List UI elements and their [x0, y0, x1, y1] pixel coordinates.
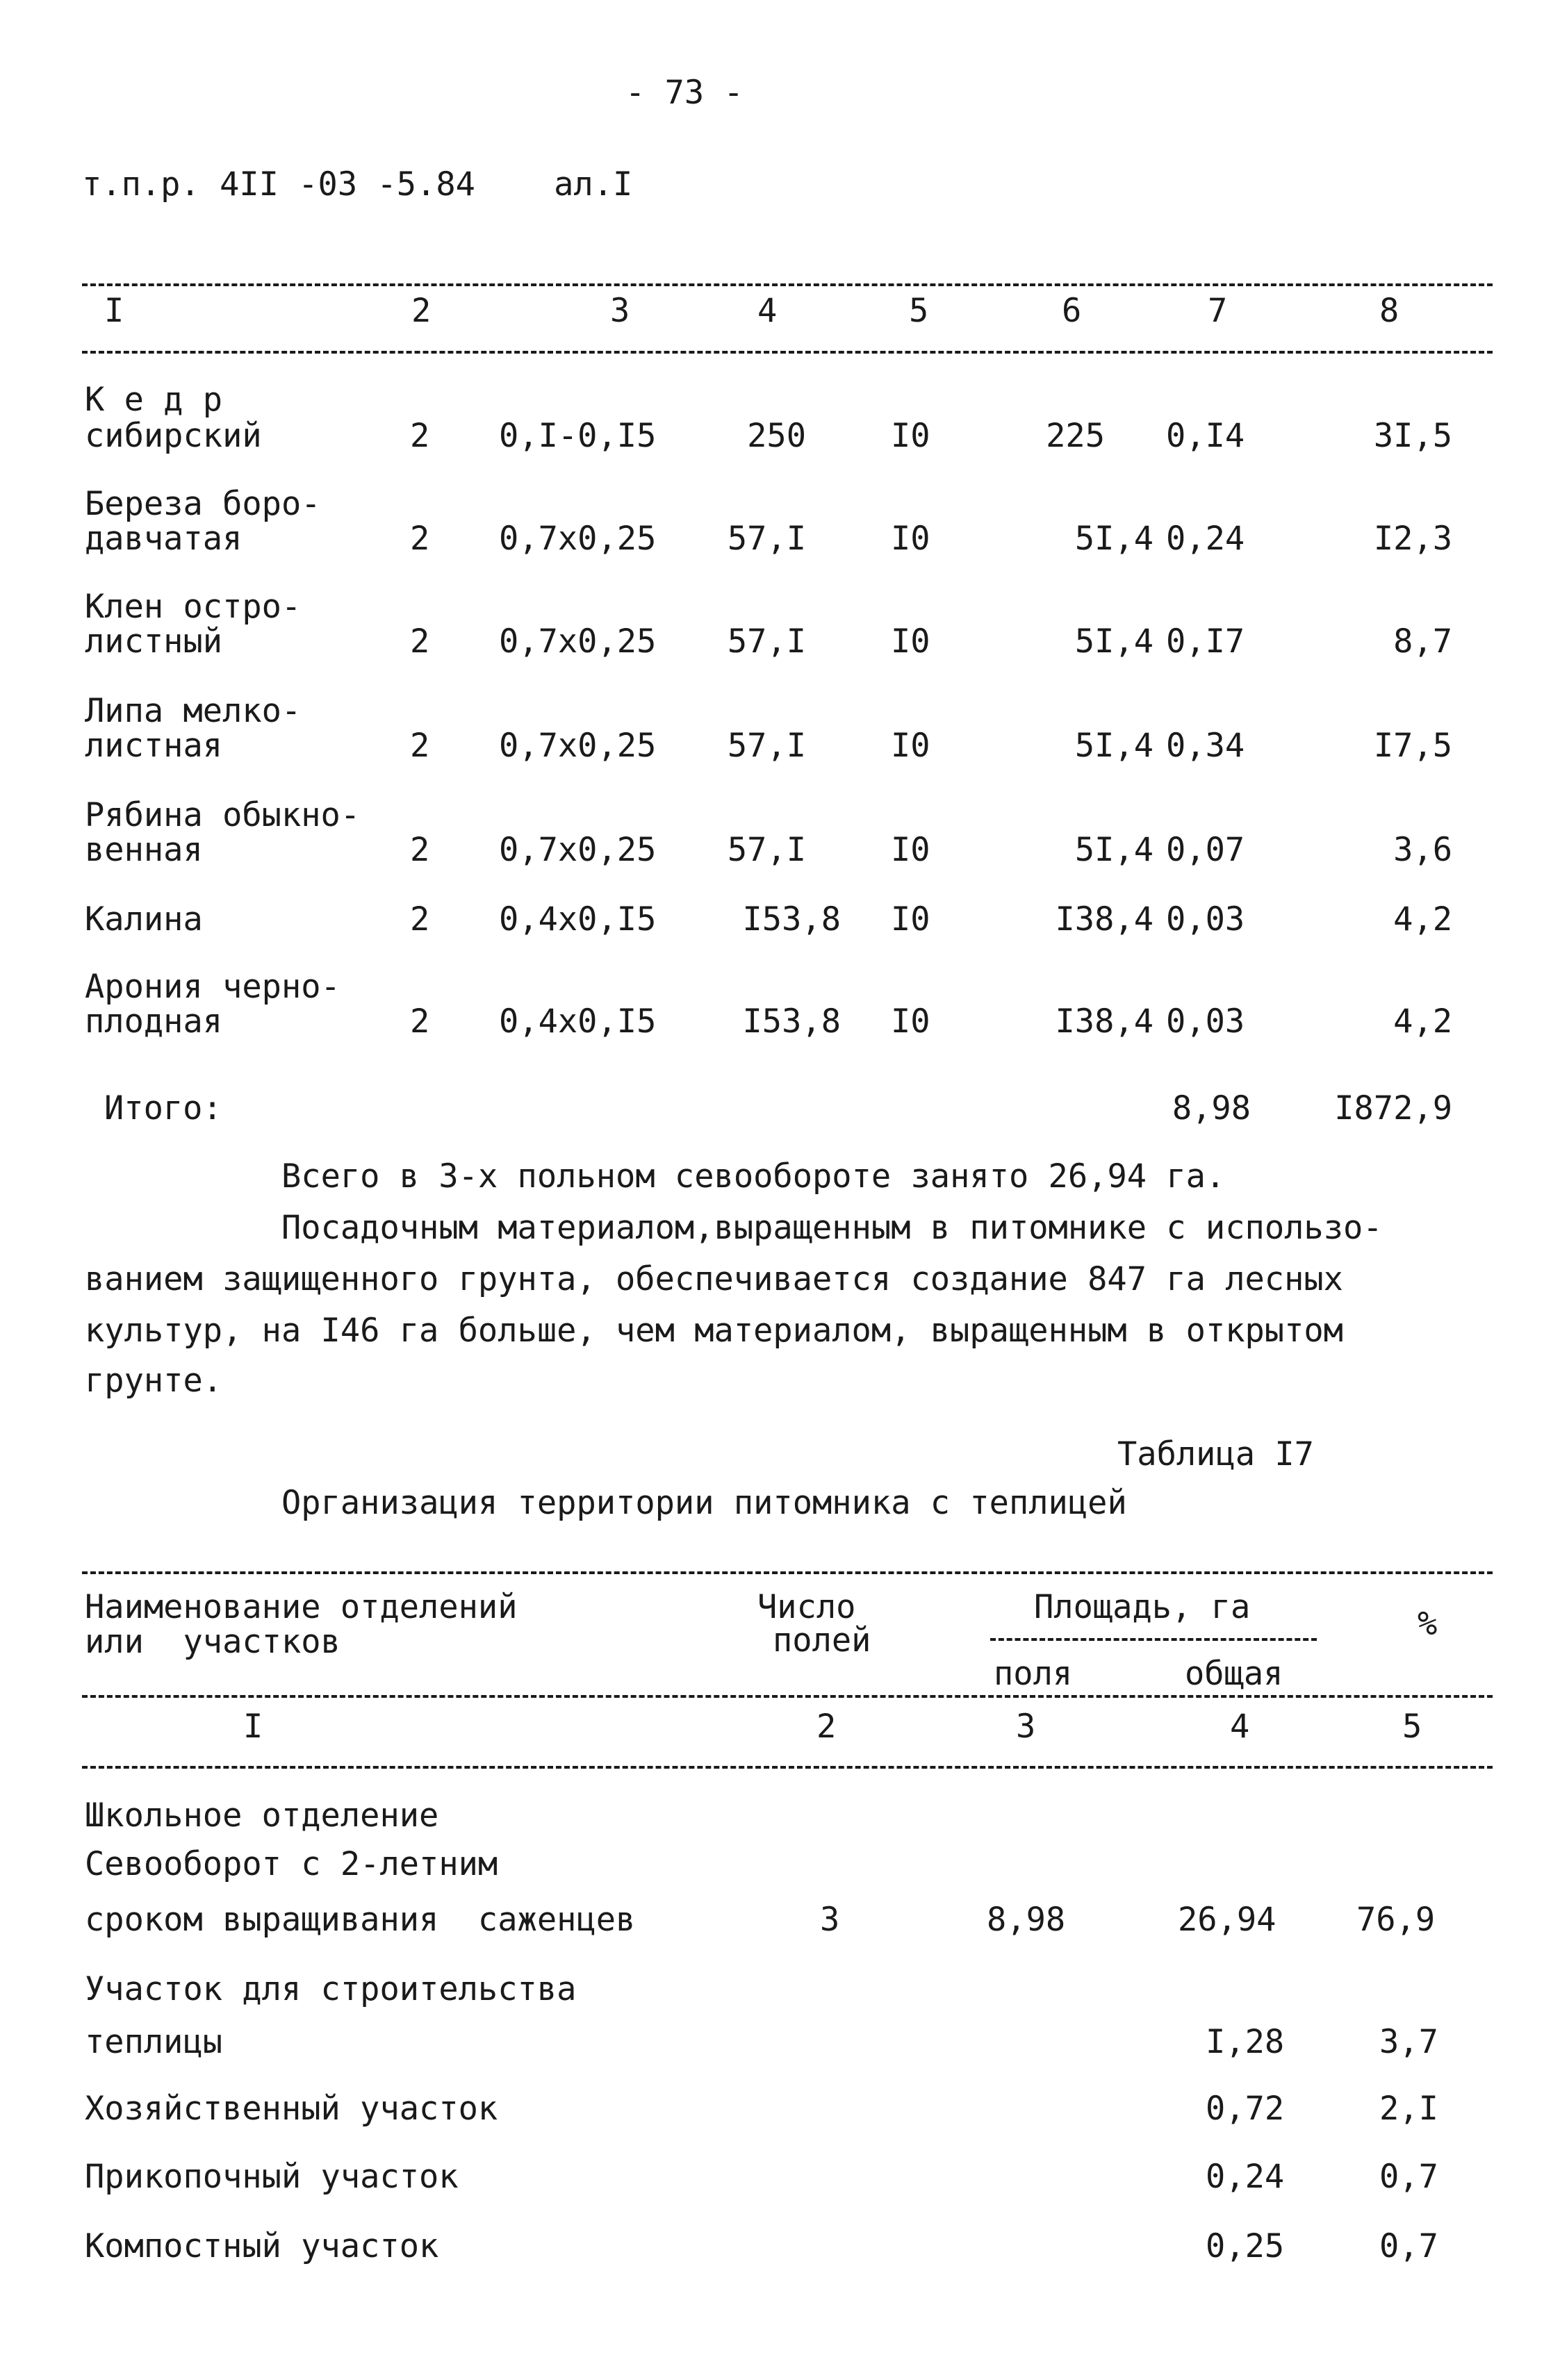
total-area: 8,98: [1172, 1089, 1251, 1127]
table-cell: I0: [891, 417, 930, 455]
header-area-field: поля: [994, 1655, 1073, 1693]
table-cell: 3,7: [1379, 2023, 1438, 2061]
table-cell: 0,25: [1206, 2227, 1285, 2265]
list-item: Компостный участок: [85, 2227, 439, 2265]
table1-col-8: 8: [1379, 292, 1399, 330]
table-cell: 2: [410, 622, 430, 661]
table-cell: 2,I: [1379, 2090, 1438, 2128]
list-item: Хозяйственный участок: [85, 2090, 498, 2128]
table1-top-rule: [82, 283, 1493, 286]
total-value: I872,9: [1334, 1089, 1452, 1127]
table-row-name-line2: плодная: [85, 1002, 223, 1041]
table-cell: 0,7: [1379, 2227, 1438, 2265]
table-cell: I0: [891, 1002, 930, 1041]
table1-col-4: 4: [757, 292, 778, 330]
paragraph-line: грунте.: [85, 1362, 223, 1400]
total-label: Итого:: [104, 1089, 222, 1127]
table2-header-rule: [82, 1695, 1493, 1698]
table-cell: I38,4: [1055, 1002, 1153, 1041]
table-cell: 5I,4: [1074, 727, 1153, 765]
table-cell: 2: [410, 831, 430, 869]
table-cell: 57,I: [727, 520, 806, 558]
paragraph-line: ванием защищенного грунта, обеспечивается создание 847 га лесных: [85, 1260, 1343, 1298]
header-fields: Число: [757, 1588, 856, 1626]
table1-header-rule: [82, 351, 1493, 354]
list-item: сроком выращивания саженцев: [85, 1901, 636, 1939]
list-item: Севооборот с 2-летним: [85, 1845, 498, 1883]
list-item: Прикопочный участок: [85, 2158, 459, 2196]
table-cell: 0,7х0,25: [499, 520, 657, 558]
table-cell: 3: [820, 1901, 840, 1939]
table-cell: I0: [891, 831, 930, 869]
table-row-name-line2: листная: [85, 727, 223, 765]
table-cell: 76,9: [1356, 1901, 1436, 1939]
table-cell: 0,24: [1206, 2158, 1285, 2196]
table-cell: 0,4х0,I5: [499, 1002, 657, 1041]
table-cell: 0,7х0,25: [499, 622, 657, 661]
table2-col-1: I: [243, 1708, 263, 1746]
header-name-line2: или участков: [85, 1623, 340, 1661]
table-cell: 3I,5: [1373, 417, 1452, 455]
table-cell: I53,8: [742, 900, 841, 939]
table-label: Таблица I7: [1117, 1435, 1314, 1473]
table-cell: 2: [410, 417, 430, 455]
document-reference: т.п.р. 4II -03 -5.84 ал.I: [82, 165, 633, 204]
table-cell: I0: [891, 727, 930, 765]
table-cell: I0: [891, 622, 930, 661]
table-cell: 0,I4: [1166, 417, 1245, 455]
header-percent: %: [1418, 1605, 1438, 1643]
header-area-total: общая: [1185, 1655, 1283, 1693]
table1-col-1: I: [104, 292, 124, 330]
table-cell: I7,5: [1373, 727, 1452, 765]
table-cell: 0,I7: [1166, 622, 1245, 661]
table-cell: 5I,4: [1074, 622, 1153, 661]
table-row-name-line1: Арония черно-: [85, 968, 340, 1006]
table2-col-3: 3: [1016, 1708, 1036, 1746]
table2-top-rule: [82, 1571, 1493, 1574]
table-cell: 2: [410, 900, 430, 939]
table-cell: 0,07: [1166, 831, 1245, 869]
table2-numbers-rule: [82, 1766, 1493, 1769]
table-cell: I2,3: [1373, 520, 1452, 558]
header-fields-line2: полей: [773, 1621, 871, 1660]
table1-col-3: 3: [610, 292, 630, 330]
table-cell: 0,7х0,25: [499, 727, 657, 765]
table-title: Организация территории питомника с теплицей: [281, 1484, 1127, 1522]
table1-col-5: 5: [909, 292, 929, 330]
table-cell: 0,72: [1206, 2090, 1285, 2128]
table-cell: 57,I: [727, 727, 806, 765]
table-cell: 0,24: [1166, 520, 1245, 558]
table-cell: I0: [891, 520, 930, 558]
table-cell: 5I,4: [1074, 520, 1153, 558]
table-cell: 0,I-0,I5: [499, 417, 657, 455]
paragraph-line: Всего в 3-х польном севообороте занято 26,94 га.: [281, 1157, 1226, 1196]
table-cell: 26,94: [1178, 1901, 1276, 1939]
table-row-name-line1: Липа мелко-: [85, 692, 302, 730]
table-row-name-line2: сибирский: [85, 417, 262, 455]
table-cell: 2: [410, 727, 430, 765]
table2-col-2: 2: [816, 1708, 837, 1746]
table-row-name-line1: Береза боро-: [85, 485, 321, 523]
paragraph-line: культур, на I46 га больше, чем материалом, выращенным в открытом: [85, 1312, 1343, 1350]
list-item: Участок для строительства: [85, 1970, 577, 2008]
page-number: - 73 -: [625, 74, 744, 112]
table-row-name-line2: давчатая: [85, 520, 243, 558]
paragraph-line: Посадочным материалом,выращенным в питомнике с использо-: [281, 1209, 1383, 1247]
table-cell: 4,2: [1393, 1002, 1452, 1041]
table-cell: 4,2: [1393, 900, 1452, 939]
table-row-name: Калина: [85, 900, 203, 939]
table-cell: 0,4х0,I5: [499, 900, 657, 939]
table2-col-5: 5: [1402, 1708, 1422, 1746]
table1-col-2: 2: [411, 292, 432, 330]
table-row-name-line1: Клен остро-: [85, 588, 302, 626]
table-cell: 225: [1046, 417, 1105, 455]
list-item: теплицы: [85, 2023, 223, 2061]
table-cell: I0: [891, 900, 930, 939]
table-cell: 0,7: [1379, 2158, 1438, 2196]
table-cell: I38,4: [1055, 900, 1153, 939]
table-cell: I,28: [1206, 2023, 1285, 2061]
table-cell: 0,34: [1166, 727, 1245, 765]
table-cell: 0,03: [1166, 900, 1245, 939]
table-cell: 250: [747, 417, 806, 455]
table-row-name-line1: Рябина обыкно-: [85, 796, 361, 834]
list-item: Школьное отделение: [85, 1796, 439, 1835]
table-cell: 8,7: [1393, 622, 1452, 661]
table-row-name-line2: листный: [85, 622, 223, 661]
table-cell: 3,6: [1393, 831, 1452, 869]
table1-col-6: 6: [1062, 292, 1082, 330]
table-cell: 8,98: [987, 1901, 1066, 1939]
table-cell: 5I,4: [1074, 831, 1153, 869]
header-area: Площадь, га: [1034, 1588, 1251, 1626]
table-cell: 0,7х0,25: [499, 831, 657, 869]
table-cell: 2: [410, 520, 430, 558]
header-name: Наименование отделений: [85, 1588, 518, 1626]
table-cell: 2: [410, 1002, 430, 1041]
table-cell: 0,03: [1166, 1002, 1245, 1041]
table-row-name-line1: К е д р: [85, 381, 223, 419]
table1-col-7: 7: [1208, 292, 1228, 330]
header-area-rule: [990, 1638, 1317, 1641]
table2-col-4: 4: [1230, 1708, 1250, 1746]
table-row-name-line2: венная: [85, 831, 203, 869]
table-cell: 57,I: [727, 831, 806, 869]
table-cell: 57,I: [727, 622, 806, 661]
table-cell: I53,8: [742, 1002, 841, 1041]
